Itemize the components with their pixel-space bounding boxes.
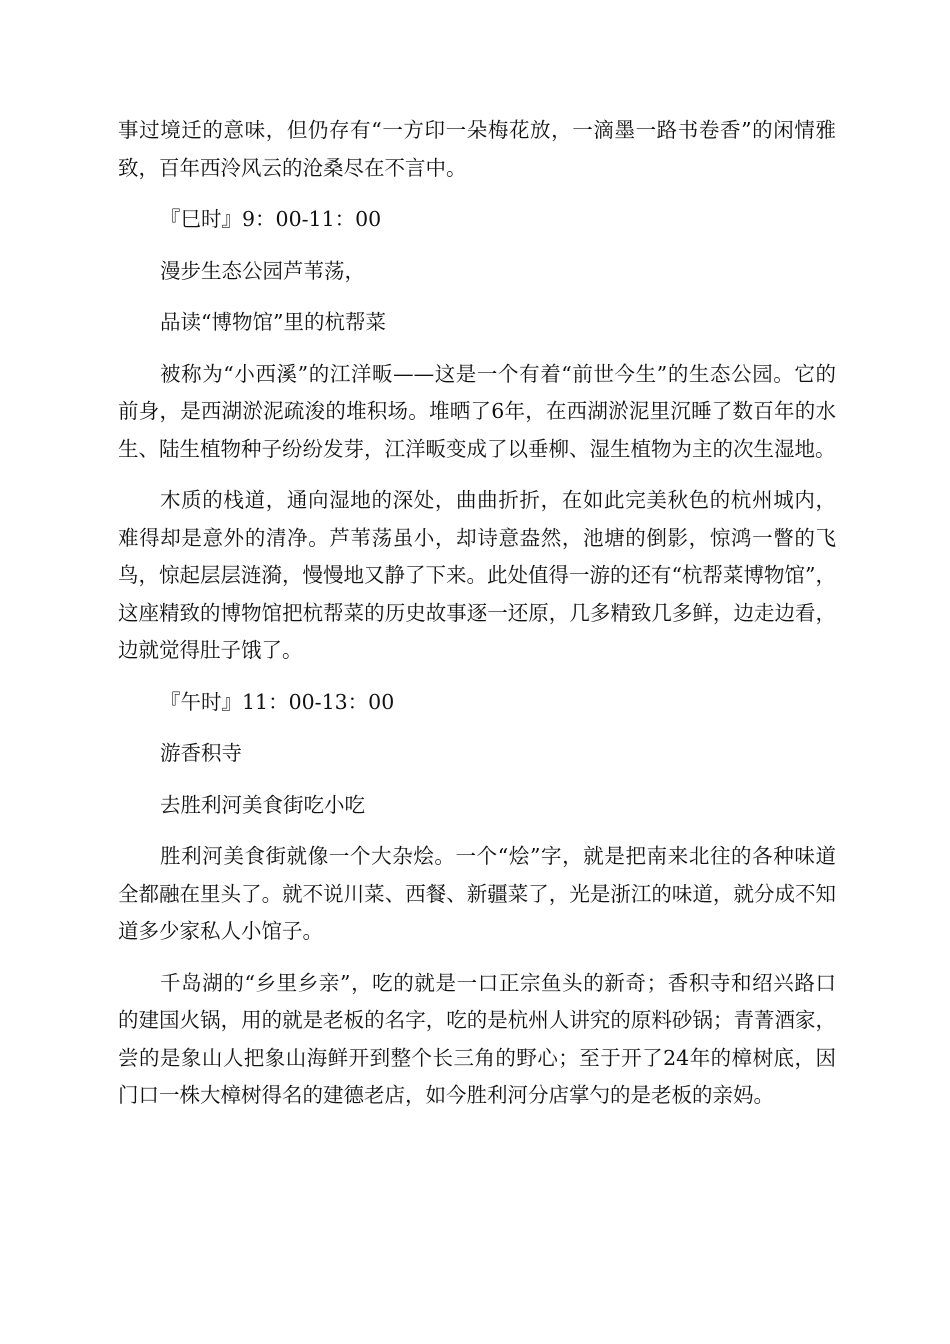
paragraph-jiangyangfan: 被称为“小西溪”的江洋畈——这是一个有着“前世今生”的生态公园。它的前身，是西湖淤泥疏浚的堆积场。堆晒了6年，在西湖淤泥里沉睡了数百年的水生、陆生植物种子纷纷发芽，江洋畈变成了以垂柳、湿生植物为主的次生湿地。 (118, 361, 836, 461)
paragraph-boardwalk: 木质的栈道，通向湿地的深处，曲曲折折，在如此完美秋色的杭州城内，难得却是意外的清净。芦苇荡虽小，却诗意盎然，池塘的倒影，惊鸿一瞥的飞鸟，惊起层层涟漪，慢慢地又静了下来。此处值得一游的还有“杭帮菜博物馆”，这座精致的博物馆把杭帮菜的历史故事逐一还原，几多精致几多鲜，边走边看，边就觉得肚子饿了。 (118, 488, 836, 662)
subheading-xiangji-temple: 游香积寺 (160, 741, 242, 765)
subheading-food-street: 去胜利河美食街吃小吃 (160, 792, 365, 817)
paragraph-continuation: 事过境迁的意味，但仍存有“一方印一朵梅花放，一滴墨一路书卷香”的闲情雅致，百年西泠风云的沧桑尽在不言中。 (118, 118, 836, 180)
time-heading-wu: 『午时』11：00-13：00 (160, 689, 395, 714)
paragraph-food-street: 胜利河美食街就像一个大杂烩。一个“烩”字，就是把南来北往的各种味道全都融在里头了。就不说川菜、西餐、新疆菜了，光是浙江的味道，就分成不知道多少家私人小馆子。 (118, 844, 836, 943)
subheading-museum: 品读“博物馆”里的杭帮菜 (160, 310, 386, 334)
subheading-reed-marsh: 漫步生态公园芦苇荡， (160, 258, 365, 283)
paragraph-restaurants: 千岛湖的“乡里乡亲”，吃的就是一口正宗鱼头的新奇；香积寺和绍兴路口的建国火锅，用的就是老板的名字，吃的是杭州人讲究的原料砂锅；青菁酒家，尝的是象山人把象山海鲜开到整个长三角的野心；至于开了24年的樟树底，因门口一株大樟树得名的建德老店，如今胜利河分店掌勺的是老板的亲妈。 (118, 970, 836, 1107)
time-heading-si: 『巳时』9：00-11：00 (160, 207, 382, 231)
document-page (118, 112, 836, 1129)
